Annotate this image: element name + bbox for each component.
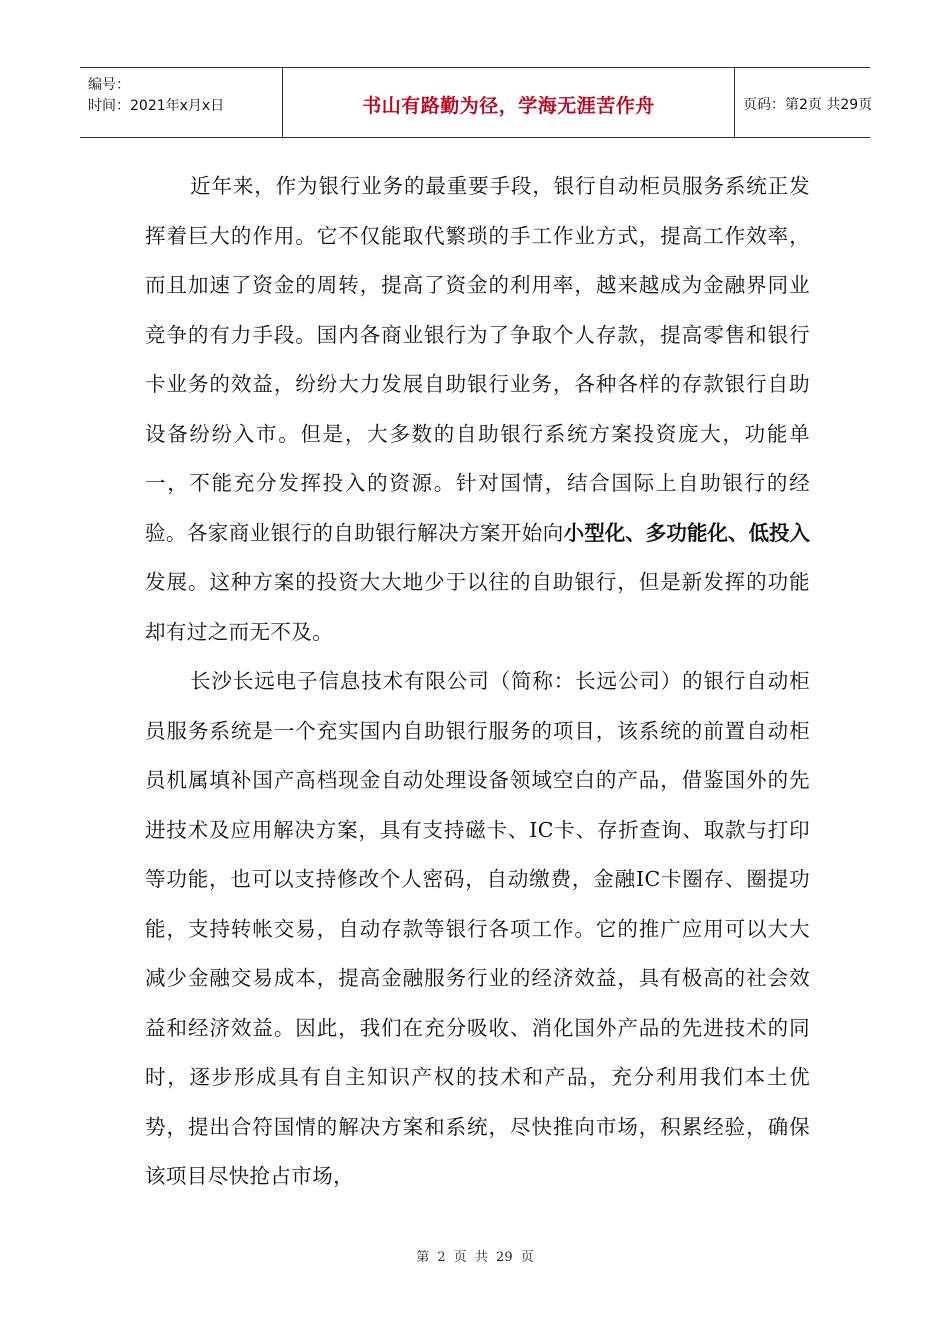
body-text — [145, 162, 810, 1202]
header-motto: 书山有路勤为径，学海无涯苦作舟 — [362, 95, 655, 117]
paragraph-1 — [145, 162, 810, 657]
document-number-label: 编号： — [88, 77, 130, 93]
paragraph-2-text: 长沙长远电子信息技术有限公司（简称：长远公司）的银行自动柜员服务系统是一个充实国内自助银行服务的项目，该系统的前置自动柜员机属填补国产高档现金自动处理设备领域空白的产品，借鉴国外的先进技术及应用解决方案，具有支持磁卡、IC卡、存折查询、取款与打印等功能，也可以支持修改个人密码，自动缴费，金融IC卡圈存、圈提功能，支持转帐交易，自动存款等银行各项工作。它的推广应用可以大大减少金融交易成本，提高金融服务行业的经济效益，具有极高的社会效益和经济效益。因此，我们在充分吸收、消化国外产品的先进技术的同时，逐步形成具有自主知识产权的技术和产品，充分利用我们本土优势，提出合符国情的解决方案和系统，尽快推向市场，积累经验，确保该项目尽快抢占市场， — [145, 669, 810, 1188]
paragraph-1-text-start: 近年来，作为银行业务的最重要手段，银行自动柜员服务系统正发挥着巨大的作用。它不仅能取代繁琐的手工作业方式，提高工作效率，而且加速了资金的周转，提高了资金的利用率，越来越成为金融界同业竞争的有力手段。国内各商业银行为了争取个人存款，提高零售和银行卡业务的效益，纷纷大力发展自助银行业务，各种各样的存款银行自助设备纷纷入市。但是，大多数的自助银行系统方案投资庞大，功能单一，不能充分发挥投入的资源。针对国情，结合国际上自助银行的经验。各家商业银行的自助银行解决方案开始向 — [145, 174, 810, 545]
paragraph-1-bold-phrase: 小型化、多功能化、低投入 — [563, 520, 811, 545]
document-time-label: 时间：2021年x月x日 — [88, 98, 225, 114]
header-page-cell — [735, 68, 873, 137]
paragraph-2 — [145, 657, 810, 1202]
header-page-info: 页码：第2页 共29页 — [743, 97, 873, 113]
page-header — [80, 67, 873, 138]
paragraph-1-text-end: 发展。这种方案的投资大大地少于以往的自助银行，但是新发挥的功能却有过之而无不及。 — [145, 570, 810, 644]
page-footer: 第 2 页 共 29 页 — [416, 1250, 534, 1265]
header-meta-cell — [80, 68, 283, 137]
header-motto-cell — [283, 68, 735, 137]
